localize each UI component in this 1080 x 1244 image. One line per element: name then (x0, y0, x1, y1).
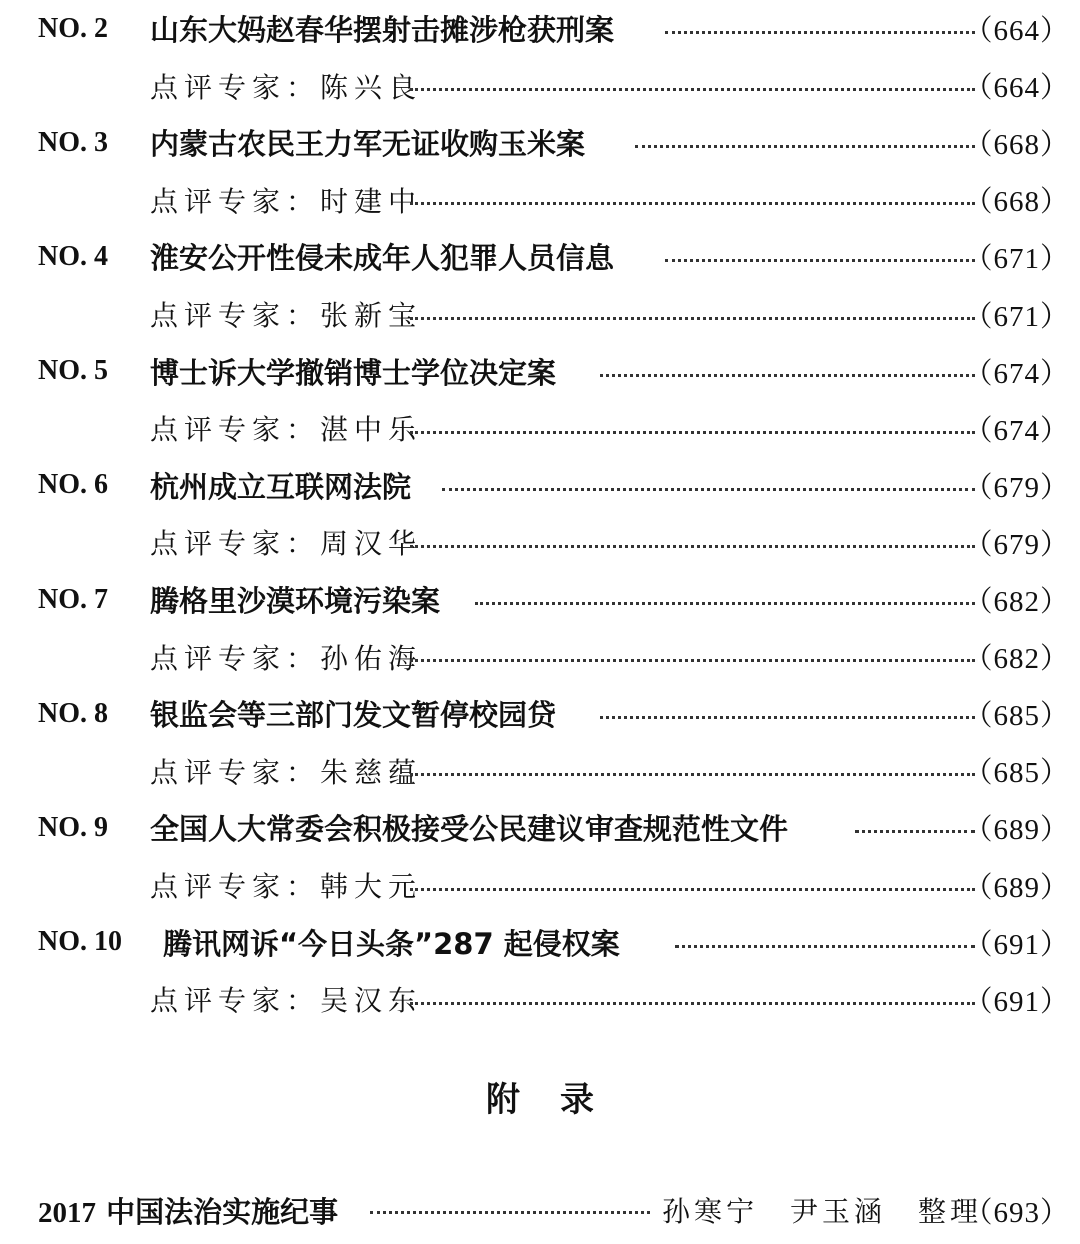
expert-reviewer: 点评专家：周汉华 (150, 527, 423, 561)
entry-title: 腾讯网诉“今日头条”287 起侵权案 (163, 926, 620, 961)
toc-entry[interactable] (0, 228, 1080, 285)
leader-dots (675, 945, 975, 948)
entry-number: NO. 10 (38, 926, 122, 958)
toc-expert-entry[interactable] (0, 628, 1080, 685)
entry-number: NO. 6 (38, 469, 108, 501)
leader-dots (855, 830, 975, 833)
appendix-entry-title-text: 中国法治实施纪事 (106, 1195, 339, 1229)
expert-page: （664） (963, 72, 1070, 105)
toc-expert-entry[interactable] (0, 514, 1080, 571)
appendix-entry-year: 2017 (38, 1197, 96, 1229)
expert-page: （674） (963, 414, 1070, 447)
entry-title: 杭州成立互联网法院 (150, 469, 412, 504)
entry-page: （691） (963, 928, 1070, 961)
toc-entry[interactable] (0, 343, 1080, 400)
toc-expert-entry[interactable] (0, 857, 1080, 914)
leader-dots (410, 1002, 975, 1005)
expert-page: （691） (963, 985, 1070, 1018)
entry-number: NO. 5 (38, 355, 108, 387)
expert-page: （689） (963, 871, 1070, 904)
toc-expert-entry[interactable] (0, 286, 1080, 343)
entry-number: NO. 9 (38, 811, 108, 843)
entry-title: 山东大妈赵春华摆射击摊涉枪获刑案 (150, 13, 615, 47)
entry-page: （668） (963, 129, 1070, 162)
leader-dots (665, 259, 975, 262)
leader-dots (442, 488, 975, 491)
expert-reviewer: 点评专家：孙佑海 (150, 641, 423, 675)
toc-expert-entry[interactable] (0, 400, 1080, 457)
entry-number: NO. 4 (38, 240, 108, 272)
entry-page: （685） (963, 700, 1070, 733)
expert-page: （671） (963, 300, 1070, 333)
entry-title: 银监会等三部门发文暂停校园贷 (150, 698, 557, 733)
appendix-entry[interactable] (0, 1180, 1080, 1237)
leader-dots (410, 202, 975, 205)
leader-dots (600, 716, 975, 719)
expert-reviewer: 点评专家：张新宝 (150, 299, 423, 332)
expert-reviewer: 点评专家：韩大元 (150, 870, 423, 903)
toc-entry[interactable] (0, 114, 1080, 171)
entry-title: 内蒙古农民王力军无证收购玉米案 (150, 127, 586, 162)
expert-page: （679） (963, 528, 1070, 561)
leader-dots (370, 1211, 650, 1214)
toc-entry[interactable] (0, 571, 1080, 628)
entry-number: NO. 3 (38, 126, 108, 158)
leader-dots (635, 145, 975, 148)
leader-dots (600, 374, 975, 377)
expert-reviewer: 点评专家：朱慈蕴 (150, 755, 423, 789)
expert-reviewer: 点评专家：湛中乐 (150, 413, 423, 447)
expert-page: （682） (963, 643, 1070, 676)
appendix-entry-title (38, 1190, 338, 1231)
expert-reviewer: 点评专家：吴汉东 (150, 984, 423, 1018)
entry-page: （674） (963, 357, 1070, 390)
entry-page: （664） (963, 15, 1070, 47)
toc-entry[interactable] (0, 0, 1080, 57)
leader-dots (475, 602, 975, 605)
toc-expert-entry[interactable] (0, 57, 1080, 114)
entry-number: NO. 2 (38, 12, 108, 44)
entry-number: NO. 8 (38, 697, 108, 729)
entry-title: 全国人大常委会积极接受公民建议审查规范性文件 (150, 812, 789, 847)
leader-dots (410, 659, 975, 662)
expert-page: （685） (963, 757, 1070, 790)
entry-number: NO. 7 (38, 583, 108, 615)
leader-dots (410, 888, 975, 891)
entry-page: （682） (963, 586, 1070, 618)
leader-dots (410, 773, 975, 776)
expert-page: （668） (963, 186, 1070, 219)
leader-dots (410, 88, 975, 91)
toc-entry[interactable] (0, 457, 1080, 514)
leader-dots (410, 317, 975, 320)
appendix-entry-editors: 孙寒宁 尹玉涵 整理 (662, 1195, 983, 1228)
leader-dots (410, 545, 975, 548)
toc-entry[interactable] (0, 914, 1080, 971)
entry-page: （679） (963, 471, 1070, 504)
leader-dots (410, 431, 975, 434)
appendix-entry-page: （693） (963, 1197, 1070, 1229)
toc-expert-entry[interactable] (0, 742, 1080, 799)
entry-page: （689） (963, 814, 1070, 847)
toc-entry[interactable] (0, 799, 1080, 856)
toc-entry[interactable] (0, 685, 1080, 742)
entry-title: 淮安公开性侵未成年人犯罪人员信息 (150, 241, 615, 276)
entry-title: 腾格里沙漠环境污染案 (150, 584, 441, 618)
expert-reviewer: 点评专家：陈兴良 (150, 70, 423, 104)
entry-title: 博士诉大学撤销博士学位决定案 (150, 355, 557, 390)
appendix-heading: 附录 (486, 1080, 634, 1120)
leader-dots (665, 31, 975, 34)
expert-reviewer: 点评专家：时建中 (150, 184, 423, 218)
entry-page: （671） (963, 243, 1070, 276)
toc-expert-entry[interactable] (0, 171, 1080, 228)
toc-expert-entry[interactable] (0, 971, 1080, 1028)
